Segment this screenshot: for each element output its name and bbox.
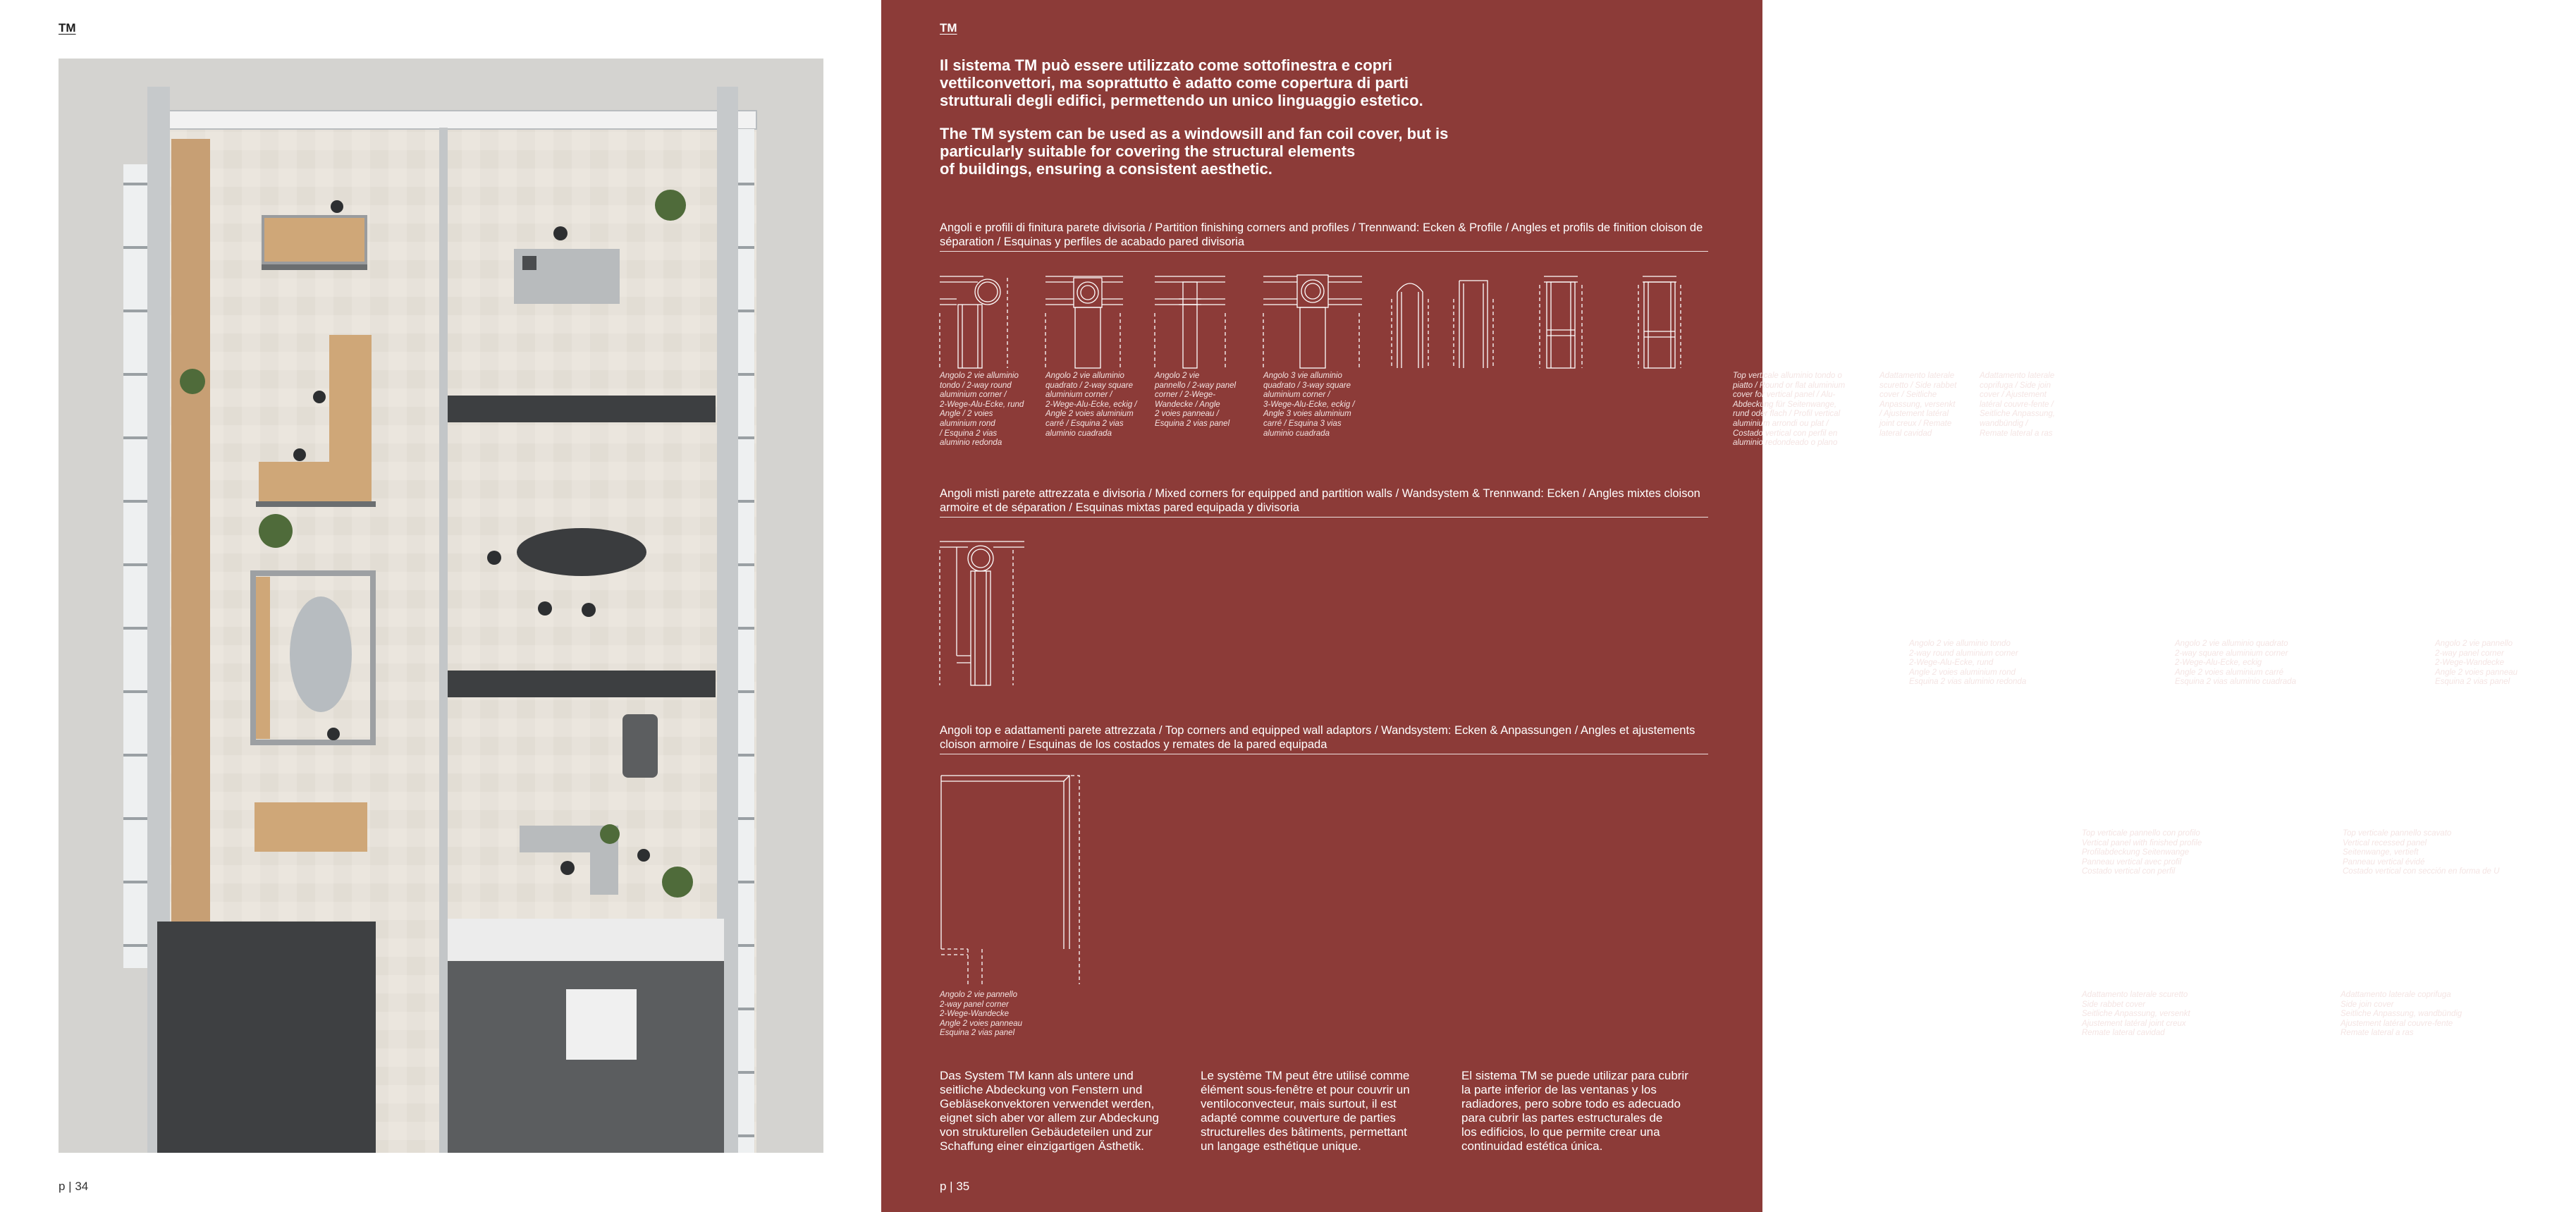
right-page — [881, 0, 2518, 1212]
panel-corner-drawing — [1155, 271, 1232, 369]
caption-top-panel-corner: Angolo 2 vie pannello 2-way panel corner 2-Wege-Wandecke Angle 2 voies panneau Esquina 2 vias panel — [940, 991, 1023, 1038]
round-aluminium-corner-drawing — [940, 271, 1010, 369]
left-page-number: p | 34 — [59, 1180, 89, 1193]
caption-mixed-panel-corner: Angolo 2 vie pannello 2-way panel corner 2-Wege-Wandecke Angle 2 voies panneau Esquina 2 vias panel — [2435, 639, 2518, 687]
mixed-round-corner-drawing — [940, 536, 1024, 687]
top-vertical-finished-profile-drawing — [2082, 773, 2258, 822]
adaptor-side-rabbet-drawing — [2082, 914, 2258, 984]
three-way-square-corner-drawing — [1263, 271, 1362, 369]
mixed-square-corner-drawing — [2082, 536, 2166, 687]
section-2-title: Angoli misti parete attrezzata e divisoria / Mixed corners for equipped and partition walls / Wandsystem & Trennwand: Ecken / Angles mixtes cloison armoire et de séparation / Esquinas mixtas pared equipada y divisoria — [940, 486, 1708, 518]
caption-mixed-round-corner: Angolo 2 vie alluminio tondo 2-way round aluminium corner 2-Wege-Alu-Ecke, rund Angle 2 voies aluminium rond Esquina 2 vias aluminio redonda — [1909, 639, 2027, 687]
intro-english: The TM system can be used as a windowsill and fan coil cover, but is particularly suitable for covering the structural elements of buildings, ensuring a consistent aesthetic. — [940, 125, 1449, 178]
caption-square-aluminium-corner: Angolo 2 vie alluminio quadrato / 2-way square aluminium corner / 2-Wege-Alu-Ecke, eckig / Angle 2 voies aluminium carré / Esquina 2 vias aluminio cuadrada — [1045, 372, 1137, 438]
body-text-spanish: El sistema TM se puede utilizar para cubrir la parte inferior de las ventanas y los radiadores, pero sobre todo es adecuado para cubrir las partes estructurales de los edificios, lo que permite crear una continuidad estética única. — [1461, 1069, 1688, 1153]
top-panel-corner-drawing — [940, 773, 1081, 991]
right-page-number: p | 35 — [940, 1180, 970, 1193]
caption-adaptor-side-join: Adattamento laterale coprifuga Side join cover Seitliche Anpassung, wandbündig Ajustement latéral couvre-fente Remate lateral a ras — [2341, 991, 2462, 1038]
caption-top-vertical-recessed: Top verticale pannello scavato Vertical recessed panel Seitenwange, vertieft Panneau vertical évidé Costado vertical con sección en forma de U — [2343, 829, 2500, 876]
caption-side-rabbet-cover: Adattamento laterale scuretto / Side rabbet cover / Seitliche Anpassung, versenkt / Ajustement latéral joint creux / Remate lateral cavidad — [1879, 372, 1957, 438]
square-aluminium-corner-drawing — [1045, 271, 1123, 369]
intro-italian: Il sistema TM può essere utilizzato come sottofinestra e copri vettilconvettori, ma soprattutto è adatto come copertura di parti strutturali degli edifici, permettendo un unico linguaggio estetico. — [940, 56, 1423, 109]
caption-three-way-square-corner: Angolo 3 vie alluminio quadrato / 3-way square aluminium corner / 3-Wege-Alu-Ecke, eckig / Angle 3 voies aluminium carré / Esquina 3 vias aluminio cuadrada — [1263, 372, 1355, 438]
top-vertical-cover-drawing — [1389, 271, 1509, 369]
side-join-cover-drawing — [1636, 271, 1692, 369]
office-floorplan-aerial-photo — [59, 59, 823, 1153]
caption-top-vertical-cover: Top verticale alluminio tondo o piatto / Round or flat aluminium cover for vertical panel / Alu- Abdeckung für Seitenwange, rund oder flach / Profil vertical aluminium arrondi ou plat / Costado vertical con perfil en aluminio redondeado o plano — [1733, 372, 1846, 448]
body-text-french: Le système TM peut être utilisé comme élément sous-fenêtre et pour couvrir un ventiloconvecteur, mais surtout, il est adapté comme couverture de parties structurelles des bâtiments, permettant un langage esthétique unique. — [1201, 1069, 1410, 1153]
caption-panel-corner: Angolo 2 vie pannello / 2-way panel corner / 2-Wege- Wandecke / Angle 2 voies panneau / Esquina 2 vias panel — [1155, 372, 1237, 428]
office-floorplan-illustration — [59, 59, 823, 1153]
adaptor-side-join-drawing — [2343, 914, 2519, 984]
caption-side-join-cover: Adattamento laterale coprifuga / Side join cover / Ajustement latéral couvre-fente / Seitliche Anpassung, wandbündig / Remate lateral a ras — [1980, 372, 2055, 438]
caption-top-vertical-finished-profile: Top verticale pannello con profilo Vertical panel with finished profile Profilabdeckung Seitenwange Panneau vertical avec profil Costado vertical con perfil — [2082, 829, 2202, 876]
section-3-title: Angoli top e adattamenti parete attrezzata / Top corners and equipped wall adaptors / Wandsystem: Ecken & Anpassungen / Angles et ajustements cloison armoire / Esquinas de los costados y remates de la pared equipada — [940, 723, 1708, 754]
section-1-title: Angoli e profili di finitura parete divisoria / Partition finishing corners and profiles / Trennwand: Ecken & Profile / Angles et profils de finition cloison de séparation / Esquinas y perfiles de acabado pared divisoria — [940, 221, 1708, 252]
mixed-panel-corner-drawing — [2343, 536, 2427, 687]
left-page — [0, 0, 881, 1212]
side-rabbet-cover-drawing — [1537, 271, 1593, 369]
left-page-header: TM — [59, 21, 76, 35]
body-text-german: Das System TM kann als untere und seitliche Abdeckung von Fenstern und Gebläsekonvektoren verwendet werden, eignet sich aber vor allem zur Abdeckung von strukturellen Gebäudeteilen und zur Schaffung einer einzigartigen Ästhetik. — [940, 1069, 1159, 1153]
caption-round-aluminium-corner: Angolo 2 vie alluminio tondo / 2-way round aluminium corner / 2-Wege-Alu-Ecke, rund Angle / 2 voies aluminium rond / Esquina 2 vias aluminio redonda — [940, 372, 1024, 448]
top-vertical-recessed-drawing — [2343, 773, 2519, 822]
caption-adaptor-side-rabbet: Adattamento laterale scuretto Side rabbet cover Seitliche Anpassung, versenkt Ajustement latéral joint creux Remate lateral cavidad — [2082, 991, 2190, 1038]
right-page-header: TM — [940, 21, 957, 35]
caption-mixed-square-corner: Angolo 2 vie alluminio quadrato 2-way square aluminium corner 2-Wege-Alu-Ecke, eckig Angle 2 voies aluminium carré Esquina 2 vias aluminio cuadrada — [2175, 639, 2296, 687]
